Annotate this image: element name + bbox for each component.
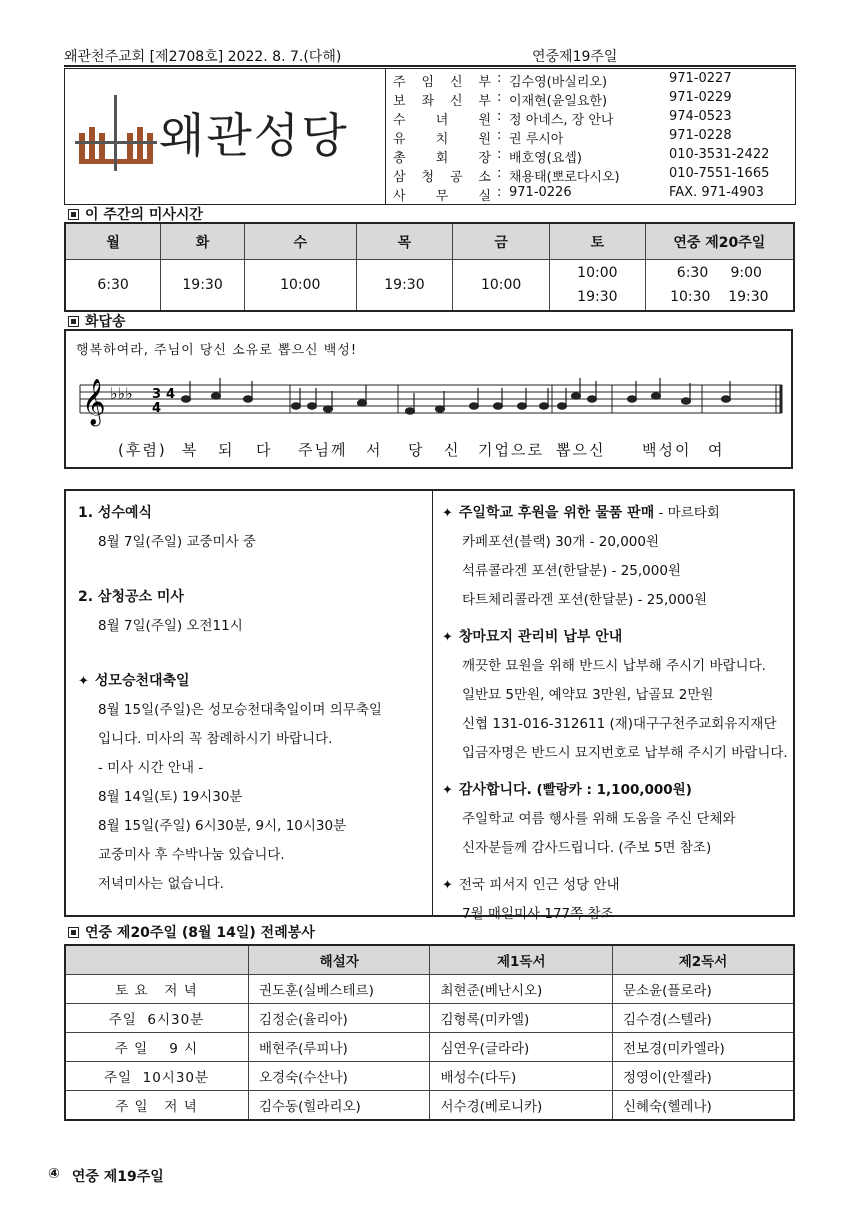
table-row <box>65 1062 794 1091</box>
announcement-title-text: 감사합니다. <box>458 782 532 798</box>
music-note-icon <box>652 393 661 399</box>
lyric-syllable: 당 <box>408 441 425 459</box>
staff-name: 배호영(요셉) <box>509 151 582 166</box>
liturgy-column-header: 제1독서 <box>430 945 613 975</box>
staff-colon: : <box>497 71 502 86</box>
psalm-lyrics <box>66 439 795 461</box>
mass-day-header: 월 <box>65 223 161 260</box>
announcement-line: 깨끗한 묘원을 위해 반드시 납부해 주시기 바랍니다. <box>462 658 766 674</box>
svg-text:4: 4 <box>166 387 176 402</box>
minister-cell: 심연우(글라라) <box>430 1033 613 1062</box>
mass-time: 10:00 <box>480 277 522 293</box>
svg-text:3: 3 <box>152 387 162 402</box>
lyric-syllable: 신 <box>444 441 461 459</box>
liturgy-heading <box>68 922 315 942</box>
staff-colon: : <box>497 166 502 181</box>
mass-day-header: 목 <box>356 223 453 260</box>
announcement-title <box>442 499 794 528</box>
announcement-item <box>78 499 428 557</box>
announcement-line: 7월 매일미사 177쪽 참조 <box>462 906 614 922</box>
mass-time: 6:30 9:00 <box>676 265 762 281</box>
mass-day-header: 화 <box>161 223 245 260</box>
music-note-icon <box>470 403 479 409</box>
staff-name: 971-0226 <box>509 185 572 200</box>
music-note-icon <box>572 393 581 399</box>
music-note-icon <box>212 393 221 399</box>
announcement-item <box>78 667 428 899</box>
logo-text: 왜관성당 <box>159 109 349 164</box>
mass-time: 10:00 <box>280 277 321 293</box>
mass-slot-cell: 주일 6시30분 <box>65 1004 249 1033</box>
star-bullet-icon: ✦ <box>442 783 453 798</box>
announcement-line: 석류콜라겐 포션(한달분) - 25,000원 <box>462 563 681 579</box>
svg-text:4: 4 <box>152 401 162 416</box>
minister-cell: 문소윤(플로라) <box>612 975 794 1004</box>
staff-row <box>393 109 793 128</box>
announcement-line: 8월 7일(주일) 오전11시 <box>98 618 243 634</box>
mass-time: 10:00 <box>577 265 618 281</box>
staff-row <box>393 128 793 147</box>
star-bullet-icon: ✦ <box>442 630 453 645</box>
announcements-right <box>442 499 794 929</box>
lyric-syllable: 백성이 <box>642 441 692 459</box>
staff-phone: FAX. 971-4903 <box>669 185 764 200</box>
mass-time: 19:30 <box>577 289 618 305</box>
announcement-line: 8월 7일(주일) 교중미사 중 <box>98 534 256 550</box>
announcement-title-text: 창마묘지 관리비 납부 안내 <box>458 629 623 645</box>
staff-row <box>393 71 793 90</box>
announcement-line: 8월 15일(주일)은 성모승천대축일이며 의무축일 <box>98 702 382 718</box>
minister-cell: 서수경(베로니카) <box>430 1091 613 1121</box>
music-note-icon <box>518 403 527 409</box>
mass-time-cell <box>549 260 645 312</box>
column-divider <box>432 491 433 915</box>
minister-cell: 최현준(베난시오) <box>430 975 613 1004</box>
liturgy-table <box>64 944 795 1121</box>
lyric-syllable: 주님께 <box>298 441 348 459</box>
mass-slot-cell: 주일 10시30분 <box>65 1062 249 1091</box>
announcement-line: 8월 14일(토) 19시30분 <box>98 789 243 805</box>
mass-time-cell <box>244 260 356 312</box>
mass-slot-cell: 토 요 저 녁 <box>65 975 249 1004</box>
announcement-title-suffix: (빨랑카 : 1,100,000원) <box>531 782 692 798</box>
liturgy-column-header: 제2독서 <box>612 945 794 975</box>
square-bullet-icon <box>68 209 79 220</box>
staff-row <box>393 185 793 204</box>
bulletin-header <box>64 46 796 64</box>
minister-cell: 정영이(안젤라) <box>612 1062 794 1091</box>
staff-phone: 010-7551-1665 <box>669 166 770 181</box>
psalm-box <box>64 329 793 469</box>
sunday-title: 연중제19주일 <box>532 49 618 65</box>
lyric-syllable: (후렴) <box>118 441 167 459</box>
minister-cell: 신혜숙(헬레나) <box>612 1091 794 1121</box>
announcements-box <box>64 489 795 922</box>
staff-colon: : <box>497 90 502 105</box>
music-note-icon <box>682 398 691 404</box>
announcement-title-suffix: - 마르타회 <box>654 505 720 521</box>
announcement-line: - 미사 시간 안내 - <box>98 760 204 776</box>
minister-cell: 권도훈(실베스테르) <box>249 975 430 1004</box>
staff-phone: 971-0229 <box>669 90 732 105</box>
church-logo-icon <box>75 93 157 173</box>
announcement-title-text: 주일학교 후원을 위한 물품 판매 <box>458 505 655 521</box>
lyric-syllable: 뽑으신 <box>556 441 606 459</box>
mass-schedule-table <box>64 222 795 312</box>
staff-colon: : <box>497 147 502 162</box>
music-note-icon <box>324 406 333 412</box>
footer-title: 연중 제19주일 <box>71 1169 164 1185</box>
announcement-line: 저녁미사는 없습니다. <box>98 876 224 892</box>
announcement-title <box>78 583 428 612</box>
liturgy-heading-text: 연중 제20주일 (8월 14일) 전례봉사 <box>85 925 315 941</box>
announcement-title <box>442 871 794 900</box>
minister-cell: 전보경(미카엘라) <box>612 1033 794 1062</box>
announcement-title <box>442 623 794 652</box>
header-rule <box>64 65 796 67</box>
announcement-title-text: 2. 삼청공소 미사 <box>78 589 184 605</box>
mass-heading-text: 이 주간의 미사시간 <box>85 207 203 223</box>
staff-colon: : <box>497 128 502 143</box>
table-row <box>65 1091 794 1121</box>
lyric-syllable: 다 <box>256 441 273 459</box>
staff-role: 보 좌 신 부 <box>393 94 491 109</box>
table-row <box>65 975 794 1004</box>
minister-cell: 김정순(율리아) <box>249 1004 430 1033</box>
staff-role: 총 회 장 <box>393 151 491 166</box>
announcement-item <box>442 623 794 768</box>
mass-slot-cell: 주 일 저 녁 <box>65 1091 249 1121</box>
announcement-line: 입금자명은 반드시 묘지번호로 납부해 주시기 바랍니다. <box>462 745 788 761</box>
square-bullet-icon <box>68 316 79 327</box>
announcement-item <box>442 776 794 863</box>
staff-row <box>393 166 793 185</box>
liturgy-column-header <box>65 945 249 975</box>
announcement-title-text: 1. 성수예식 <box>78 505 153 521</box>
mass-day-header: 토 <box>549 223 645 260</box>
staff-role: 주 임 신 부 <box>393 75 491 90</box>
music-note-icon <box>588 396 597 402</box>
page-footer <box>48 1166 164 1186</box>
lyric-syllable: 여 <box>708 441 725 459</box>
staff-row <box>393 90 793 109</box>
staff-name: 채용태(뽀로다시오) <box>509 170 620 185</box>
announcement-line: 신협 131-016-312611 (재)대구구천주교회유지재단 <box>462 716 777 732</box>
lyric-syllable: 서 <box>366 441 383 459</box>
mass-time-cell <box>645 260 794 312</box>
music-note-icon <box>558 403 567 409</box>
minister-cell: 김수동(힐라리오) <box>249 1091 430 1121</box>
minister-cell: 오경숙(수산나) <box>249 1062 430 1091</box>
announcement-line: 타트체리콜라겐 포션(한달분) - 25,000원 <box>462 592 708 608</box>
music-note-icon <box>182 396 191 402</box>
mass-day-header: 금 <box>453 223 550 260</box>
announcement-title <box>442 776 794 805</box>
mass-time: 6:30 <box>97 277 129 293</box>
psalm-heading-text: 화답송 <box>85 314 126 330</box>
flat-icon: ♭♭♭ <box>110 384 133 403</box>
music-note-icon <box>358 400 367 406</box>
staff-colon: : <box>497 185 502 200</box>
staff-phone: 974-0523 <box>669 109 732 124</box>
minister-cell: 배성수(다두) <box>430 1062 613 1091</box>
staff-phone: 971-0227 <box>669 71 732 86</box>
psalm-refrain: 행복하여라, 주님이 당신 소유로 뽑으신 백성! <box>76 343 358 358</box>
announcement-title-text: 성모승천대축일 <box>94 673 190 689</box>
treble-clef-icon: 𝄞 <box>82 379 106 425</box>
staff-role: 삼 청 공 소 <box>393 170 491 185</box>
mass-time: 10:30 19:30 <box>670 289 769 305</box>
staff-name: 이재현(윤일요한) <box>509 94 608 109</box>
announcement-item <box>442 871 794 929</box>
announcement-line: 일반묘 5만원, 예약묘 3만원, 납골묘 2만원 <box>462 687 714 703</box>
mass-time: 19:30 <box>384 277 425 293</box>
music-note-icon <box>308 403 317 409</box>
mass-time-cell <box>161 260 245 312</box>
mass-heading <box>68 204 203 224</box>
table-row <box>65 1004 794 1033</box>
square-bullet-icon <box>68 927 79 938</box>
logo-area <box>65 69 386 204</box>
lyric-syllable: 복 <box>182 441 199 459</box>
announcement-line: 입니다. 미사의 꼭 참례하시기 바랍니다. <box>98 731 333 747</box>
table-row <box>65 1033 794 1062</box>
announcement-line: 8월 15일(주일) 6시30분, 9시, 10시30분 <box>98 818 347 834</box>
music-note-icon <box>628 396 637 402</box>
mass-day-header: 수 <box>244 223 356 260</box>
staff-role: 수 녀 원 <box>393 113 491 128</box>
staff-role: 유 치 원 <box>393 132 491 147</box>
staff-phone: 971-0228 <box>669 128 732 143</box>
minister-cell: 김수경(스텔라) <box>612 1004 794 1033</box>
staff-row <box>393 147 793 166</box>
mass-time-cell <box>453 260 550 312</box>
music-note-icon <box>292 403 301 409</box>
staff-name: 권 루시아 <box>509 132 564 147</box>
announcement-line: 카페포션(블랙) 30개 - 20,000원 <box>462 534 660 550</box>
announcement-item <box>78 583 428 641</box>
mass-slot-cell: 주 일 9 시 <box>65 1033 249 1062</box>
music-note-icon <box>540 403 549 409</box>
mass-time-cell <box>65 260 161 312</box>
liturgy-column-header: 해설자 <box>249 945 430 975</box>
masthead <box>64 68 796 205</box>
staff-role: 사 무 실 <box>393 189 491 204</box>
music-note-icon <box>436 406 445 412</box>
lyric-syllable: 되 <box>218 441 235 459</box>
announcement-title-text: 전국 피서지 인근 성당 안내 <box>458 877 620 893</box>
psalm-heading <box>68 311 126 331</box>
announcement-title <box>78 499 428 528</box>
music-note-icon <box>406 408 415 414</box>
issue-info: 왜관천주교회 [제2708호] 2022. 8. 7.(다해) <box>64 49 342 65</box>
mass-day-header: 연중 제20주일 <box>645 223 794 260</box>
mass-time-cell <box>356 260 453 312</box>
star-bullet-icon: ✦ <box>442 506 453 521</box>
staff-colon: : <box>497 109 502 124</box>
announcement-line: 교중미사 후 수박나눔 있습니다. <box>98 847 285 863</box>
mass-time: 19:30 <box>182 277 223 293</box>
announcement-line: 신자분들께 감사드립니다. (주보 5면 참조) <box>462 840 712 856</box>
staff-directory <box>393 71 793 204</box>
music-note-icon <box>244 396 253 402</box>
page-number: ④ <box>48 1166 60 1182</box>
minister-cell: 배현주(루피나) <box>249 1033 430 1062</box>
minister-cell: 김형록(미카엘) <box>430 1004 613 1033</box>
announcements-left <box>78 499 428 899</box>
announcement-item <box>442 499 794 615</box>
lyric-syllable: 기업으로 <box>478 441 544 459</box>
music-score <box>76 371 786 435</box>
announcement-title <box>78 667 428 696</box>
staff-name: 정 아네스, 장 안나 <box>509 113 614 128</box>
staff-phone: 010-3531-2422 <box>669 147 770 162</box>
star-bullet-icon: ✦ <box>442 878 453 893</box>
music-note-icon <box>494 403 503 409</box>
star-bullet-icon: ✦ <box>78 674 89 689</box>
announcement-line: 주일학교 여름 행사를 위해 도움을 주신 단체와 <box>462 811 736 827</box>
music-note-icon <box>722 396 731 402</box>
staff-name: 김수영(바실리오) <box>509 75 608 90</box>
